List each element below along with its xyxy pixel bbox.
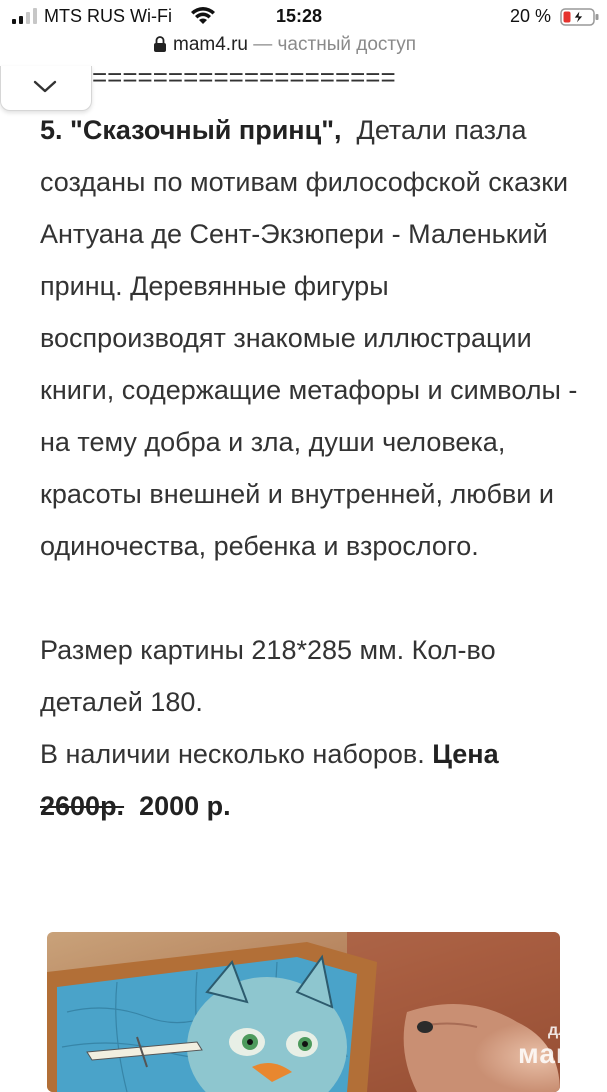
product-photo[interactable] bbox=[47, 932, 560, 1092]
product-size: Размер картины 218*285 мм. Кол-во деталей 180. bbox=[40, 635, 496, 717]
new-price: 2000 р. bbox=[139, 791, 231, 821]
old-price: 2600р. bbox=[40, 791, 125, 821]
lock-icon bbox=[153, 36, 167, 52]
product-text: Детали пазла созданы по мотивам философской сказки Антуана де Сент-Экзюпери - Маленький принц. Деревянные фигуры воспроизводят знакомые иллюстрации книги, содержащие метафоры и символы - на тему добра и зла, души человека, красоты внешней и внутренней, любви и одиночества, ребенка и взрослого. bbox=[40, 115, 578, 561]
puzzle-image bbox=[47, 932, 560, 1092]
article-body bbox=[40, 104, 580, 832]
url-domain: mam4.ru bbox=[173, 34, 248, 55]
cellular-signal-icon bbox=[12, 8, 38, 24]
price-label: Цена bbox=[432, 739, 499, 769]
product-price bbox=[40, 728, 580, 832]
product-title: Сказочный принц", bbox=[82, 115, 342, 145]
site-watermark bbox=[518, 1022, 578, 1068]
collapse-toolbar-button[interactable] bbox=[0, 66, 92, 111]
url-separator: — bbox=[247, 34, 278, 55]
battery-percent: 20 % bbox=[510, 6, 552, 26]
product-description bbox=[40, 104, 580, 572]
carrier-label: MTS RUS Wi-Fi bbox=[44, 6, 172, 26]
private-browsing-label: частный доступ bbox=[277, 34, 417, 55]
availability-text: В наличии несколько наборов. bbox=[40, 739, 433, 769]
watermark-small: для bbox=[547, 1022, 578, 1039]
wifi-icon bbox=[190, 6, 216, 26]
product-number: 5. " bbox=[40, 115, 83, 145]
chevron-down-icon bbox=[33, 80, 57, 94]
watermark-big: мам bbox=[518, 1038, 578, 1069]
battery-charging-icon bbox=[560, 7, 600, 27]
divider-line: ==================== bbox=[92, 62, 396, 92]
status-bar bbox=[0, 0, 607, 34]
clock: 15:28 bbox=[276, 6, 323, 26]
